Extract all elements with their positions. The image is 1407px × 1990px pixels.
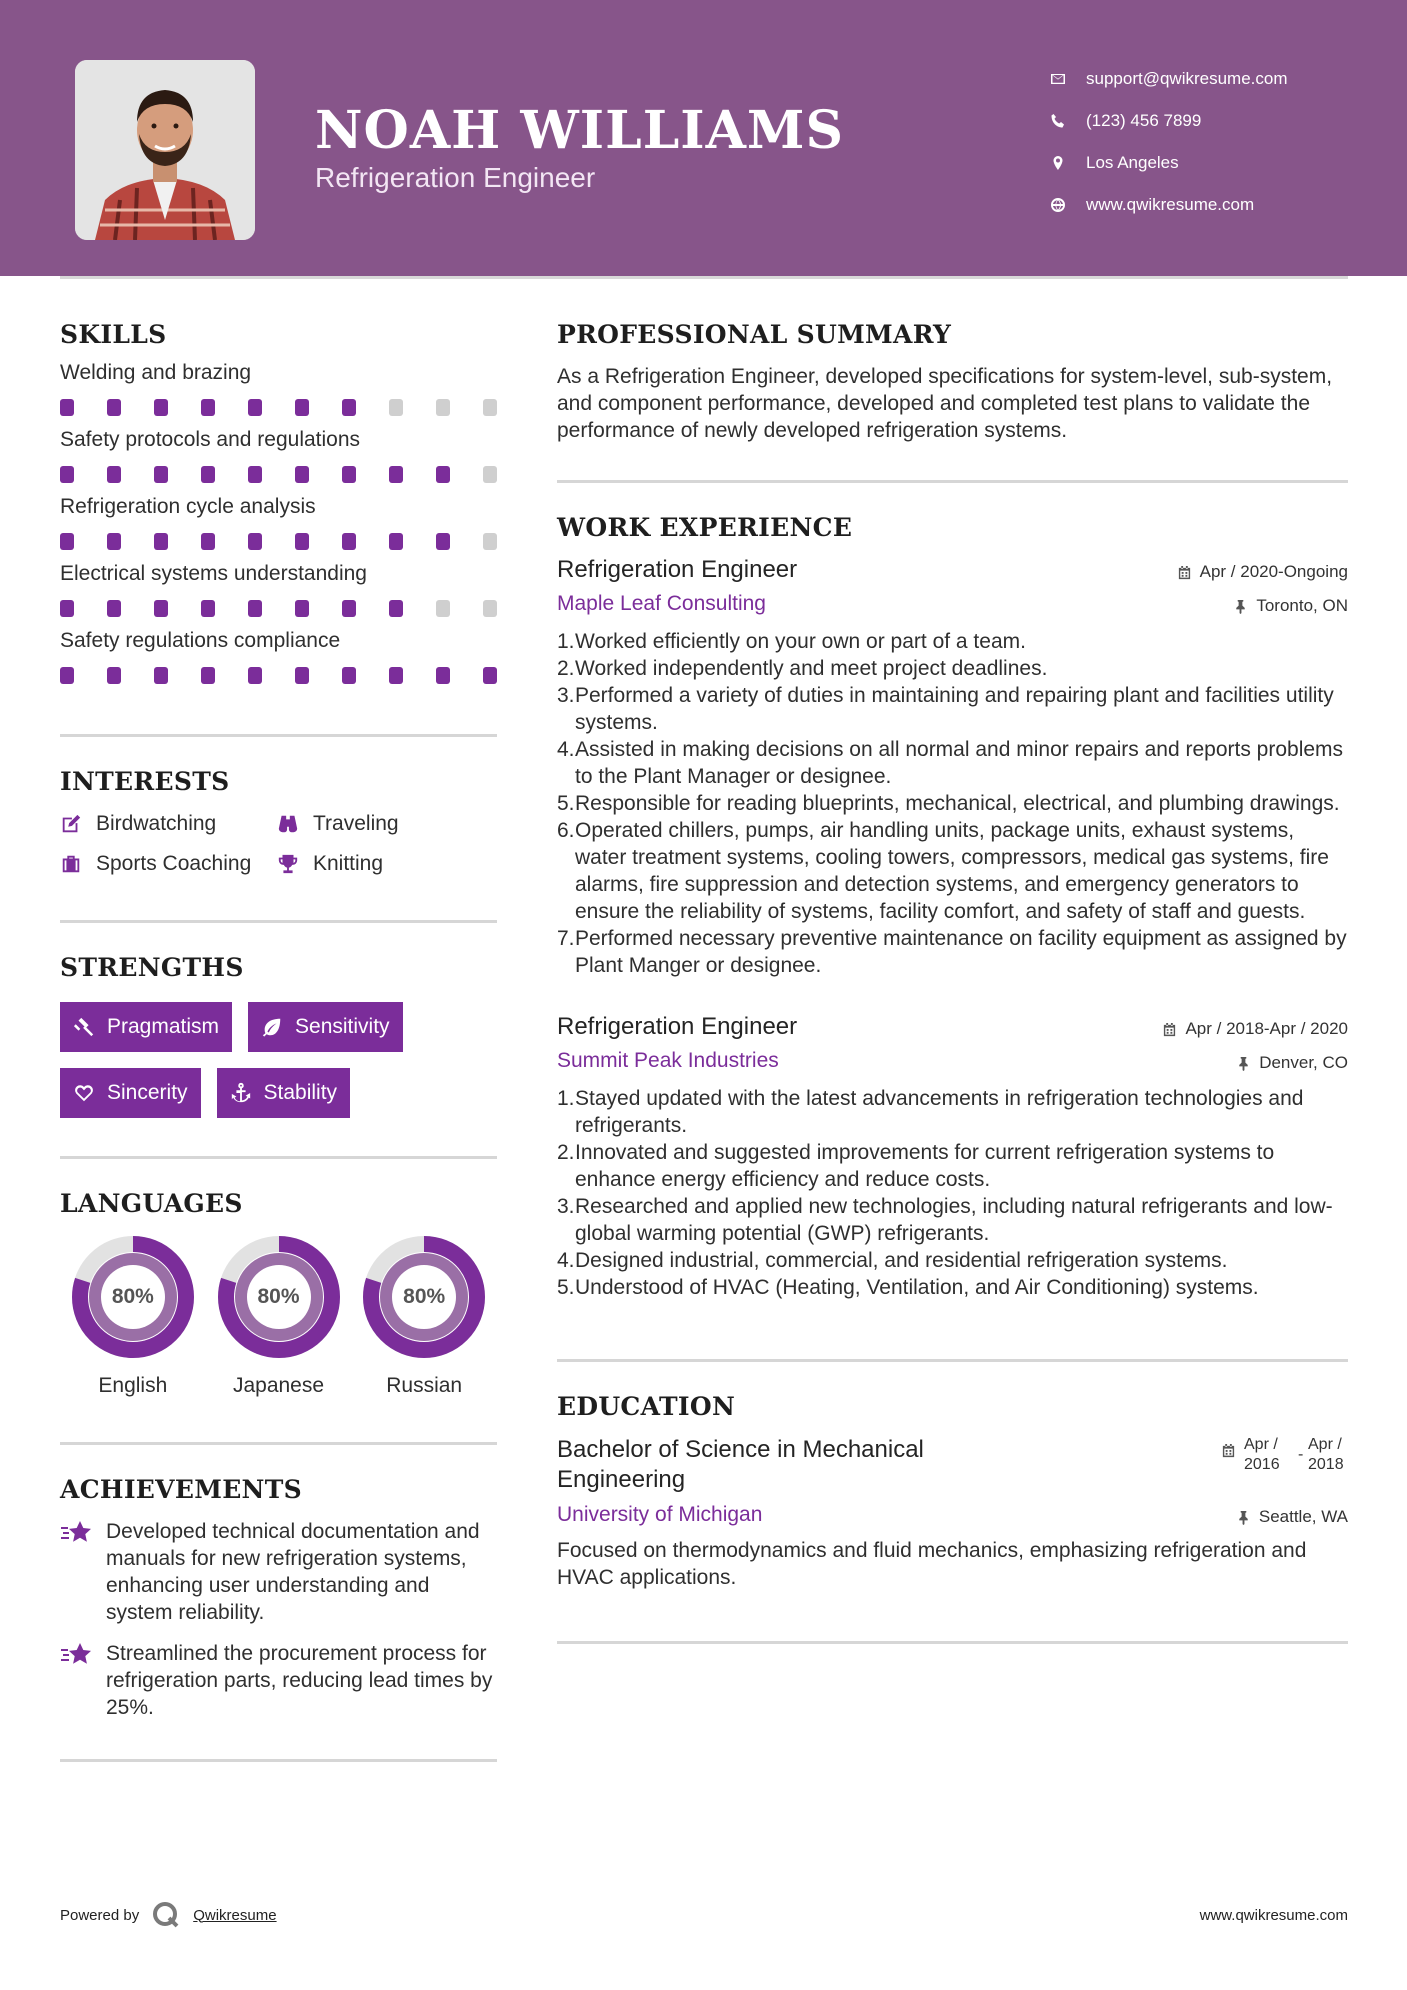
job-location bbox=[1236, 1053, 1348, 1073]
summary-text: As a Refrigeration Engineer, developed specifications for system-level, sub-system, and component performance, developed and completed test plans to validate the performance of newly developed refrigeration systems. bbox=[557, 365, 1333, 442]
skills-section bbox=[60, 320, 497, 684]
rating-dot-filled bbox=[60, 600, 74, 617]
rating-dot-filled bbox=[389, 667, 403, 684]
heart-icon bbox=[73, 1082, 95, 1104]
rating-dot-filled bbox=[107, 667, 121, 684]
skill-rating bbox=[60, 399, 497, 416]
star-icon bbox=[60, 1642, 94, 1668]
rating-dot-filled bbox=[60, 533, 74, 550]
rating-dot-empty bbox=[389, 399, 403, 416]
rating-dot-filled bbox=[154, 399, 168, 416]
rating-dot-filled bbox=[295, 466, 309, 483]
experience-heading: WORK EXPERIENCE bbox=[557, 513, 853, 542]
duty-text: Worked independently and meet project deadlines. bbox=[575, 657, 1048, 680]
job-entry bbox=[557, 1013, 1348, 1301]
language-name: Russian bbox=[386, 1374, 463, 1397]
language-ring bbox=[218, 1236, 340, 1358]
achievement-item bbox=[60, 1640, 497, 1721]
skill-item bbox=[60, 361, 497, 416]
powered-by bbox=[60, 1900, 277, 1930]
leaf-icon bbox=[261, 1016, 283, 1038]
section-divider bbox=[557, 1641, 1348, 1644]
resume-header bbox=[0, 0, 1407, 276]
calendar-icon bbox=[1162, 1022, 1177, 1037]
list-item: 3. Performed a variety of duties in maintaining and repairing plant and facilities utility systems. bbox=[557, 682, 1348, 736]
gavel-icon bbox=[73, 1016, 95, 1038]
interest-label: Birdwatching bbox=[96, 812, 217, 835]
education-section bbox=[557, 1392, 1348, 1591]
calendar-icon bbox=[1177, 565, 1192, 580]
duty-text: Researched and applied new technologies, including natural refrigerants and low-global warming potential (GWP) refrigerants. bbox=[575, 1195, 1333, 1245]
rating-dot-filled bbox=[201, 399, 215, 416]
skill-name: Welding and brazing bbox=[60, 361, 252, 384]
star-icon bbox=[60, 1520, 94, 1546]
rating-dot-filled bbox=[436, 533, 450, 550]
strengths-section bbox=[60, 953, 497, 1118]
skill-rating bbox=[60, 600, 497, 617]
rating-dot-filled bbox=[201, 667, 215, 684]
language-item bbox=[206, 1236, 352, 1398]
interest-item bbox=[277, 852, 497, 876]
interest-item bbox=[60, 852, 277, 876]
duty-text: Performed a variety of duties in maintaining and repairing plant and facilities utility systems. bbox=[575, 684, 1334, 734]
contact-website-text: www.qwikresume.com bbox=[1086, 195, 1255, 214]
language-percent: 80% bbox=[257, 1285, 300, 1308]
list-item: 4. Designed industrial, commercial, and residential refrigeration systems. bbox=[557, 1249, 1228, 1272]
rating-dot-filled bbox=[389, 466, 403, 483]
rating-dot-filled bbox=[154, 533, 168, 550]
rating-dot-filled bbox=[342, 667, 356, 684]
job-location-text: Toronto, ON bbox=[1256, 596, 1348, 615]
rating-dot-filled bbox=[342, 533, 356, 550]
skill-name: Safety protocols and regulations bbox=[60, 428, 361, 451]
profile-photo bbox=[75, 60, 255, 240]
section-divider bbox=[557, 480, 1348, 483]
strength-label: Pragmatism bbox=[107, 1015, 220, 1038]
skill-rating bbox=[60, 466, 497, 483]
duty-text: Assisted in making decisions on all normal and minor repairs and reports problems to the Plant Manager or designee. bbox=[575, 738, 1344, 788]
job-title: Refrigeration Engineer bbox=[557, 1013, 798, 1040]
job-duties bbox=[557, 628, 1348, 979]
skill-name: Electrical systems understanding bbox=[60, 562, 367, 585]
interest-item bbox=[60, 812, 277, 836]
job-duties bbox=[557, 1085, 1348, 1301]
list-item: 6. Operated chillers, pumps, air handling units, package units, exhaust systems, water treatment systems, cooling towers, compressors, medical gas systems, fire alarms, fire suppression and detection systems, and emergency generators to ensure the reliability of systems, facility comfort, and safety of staff and guests. bbox=[557, 817, 1348, 925]
education-heading: EDUCATION bbox=[557, 1392, 736, 1421]
languages-section bbox=[60, 1189, 497, 1398]
job-title: Refrigeration Engineer bbox=[557, 556, 798, 583]
experience-section bbox=[557, 513, 1348, 1301]
strength-tag bbox=[60, 1068, 201, 1118]
list-item: 7. Performed necessary preventive maintenance on facility equipment as assigned by Plant Manger or designee. bbox=[557, 927, 1347, 977]
skill-item bbox=[60, 428, 497, 483]
strength-label: Sensitivity bbox=[295, 1015, 390, 1038]
rating-dot-filled bbox=[436, 466, 450, 483]
list-item: 5. Understood of HVAC (Heating, Ventilation, and Air Conditioning) systems. bbox=[557, 1276, 1259, 1299]
qwikresume-link[interactable]: Qwikresume bbox=[193, 1906, 277, 1924]
rating-dot-filled bbox=[295, 399, 309, 416]
skill-item bbox=[60, 629, 497, 684]
strength-label: Stability bbox=[263, 1081, 338, 1104]
section-divider bbox=[557, 1359, 1348, 1362]
job-location bbox=[1233, 596, 1348, 616]
language-item bbox=[351, 1236, 497, 1398]
list-item: 1. Worked efficiently on your own or part of a team. bbox=[557, 630, 1026, 653]
language-percent: 80% bbox=[111, 1285, 154, 1308]
interests-heading: INTERESTS bbox=[60, 767, 230, 796]
list-item: 2. Worked independently and meet project deadlines. bbox=[557, 657, 1048, 680]
rating-dot-empty bbox=[483, 399, 497, 416]
right-column bbox=[557, 320, 1348, 1644]
rating-dot-filled bbox=[201, 466, 215, 483]
qwikresume-logo-icon bbox=[151, 1900, 181, 1930]
language-percent: 80% bbox=[403, 1285, 446, 1308]
rating-dot-filled bbox=[60, 399, 74, 416]
job-date-text: Apr / 2018-Apr / 2020 bbox=[1185, 1019, 1348, 1038]
rating-dot-filled bbox=[107, 533, 121, 550]
education-date-end-year: 2018 bbox=[1308, 1456, 1344, 1473]
job-location-text: Denver, CO bbox=[1259, 1053, 1348, 1072]
list-item: 5. Responsible for reading blueprints, mechanical, electrical, and plumbing drawings. bbox=[557, 792, 1340, 815]
rating-dot-empty bbox=[436, 600, 450, 617]
duty-text: Performed necessary preventive maintenance on facility equipment as assigned by Plant Manger or designee. bbox=[575, 927, 1347, 977]
education-date-end: Apr / bbox=[1308, 1436, 1342, 1453]
contact-phone-text: (123) 456 7899 bbox=[1086, 111, 1202, 130]
rating-dot-filled bbox=[154, 600, 168, 617]
rating-dot-filled bbox=[248, 399, 262, 416]
rating-dot-filled bbox=[248, 667, 262, 684]
language-name: English bbox=[98, 1374, 168, 1397]
rating-dot-filled bbox=[342, 600, 356, 617]
rating-dot-filled bbox=[295, 667, 309, 684]
rating-dot-filled bbox=[295, 600, 309, 617]
candidate-title: Refrigeration Engineer bbox=[315, 162, 596, 193]
strength-tag bbox=[217, 1068, 351, 1118]
language-ring bbox=[363, 1236, 485, 1358]
job-entry bbox=[557, 556, 1348, 979]
job-date-text: Apr / 2020-Ongoing bbox=[1199, 562, 1348, 581]
list-item: 1. Stayed updated with the latest advancements in refrigeration technologies and refrigerants. bbox=[557, 1085, 1348, 1139]
contact-website[interactable] bbox=[1050, 184, 1288, 226]
rating-dot-filled bbox=[107, 466, 121, 483]
rating-dot-filled bbox=[248, 466, 262, 483]
interest-label: Sports Coaching bbox=[96, 852, 252, 875]
anchor-icon bbox=[230, 1082, 252, 1104]
duty-text: Stayed updated with the latest advancements in refrigeration technologies and refrigerants. bbox=[575, 1087, 1304, 1137]
interests-section bbox=[60, 767, 497, 876]
achievements-section bbox=[60, 1475, 497, 1721]
education-date-separator: - bbox=[1298, 1446, 1304, 1463]
strength-tag bbox=[60, 1002, 232, 1052]
pushpin-icon bbox=[1233, 599, 1248, 614]
section-divider bbox=[60, 1156, 497, 1159]
contact-email[interactable] bbox=[1050, 58, 1288, 100]
language-item bbox=[60, 1236, 206, 1398]
rating-dot-filled bbox=[60, 466, 74, 483]
globe-icon bbox=[1050, 197, 1086, 213]
section-divider bbox=[60, 1442, 497, 1445]
rating-dot-filled bbox=[154, 667, 168, 684]
education-date-start-year: 2016 bbox=[1244, 1456, 1280, 1473]
pencil-icon bbox=[60, 813, 82, 835]
achievement-item bbox=[60, 1518, 497, 1626]
avatar bbox=[75, 60, 255, 240]
calendar-icon bbox=[1221, 1443, 1236, 1458]
language-name: Japanese bbox=[232, 1374, 325, 1397]
skill-name: Safety regulations compliance bbox=[60, 629, 341, 652]
page-footer bbox=[60, 1900, 1348, 1930]
map-pin-icon bbox=[1050, 155, 1086, 171]
skill-name: Refrigeration cycle analysis bbox=[60, 495, 316, 518]
rating-dot-filled bbox=[60, 667, 74, 684]
education-school: University of Michigan bbox=[557, 1503, 763, 1526]
footer-url[interactable]: www.qwikresume.com bbox=[1199, 1906, 1348, 1924]
strength-label: Sincerity bbox=[107, 1081, 188, 1104]
rating-dot-empty bbox=[436, 399, 450, 416]
rating-dot-filled bbox=[295, 533, 309, 550]
pushpin-icon bbox=[1236, 1056, 1251, 1071]
job-company: Maple Leaf Consulting bbox=[557, 592, 766, 615]
header-divider bbox=[60, 276, 1348, 279]
education-date-start: Apr / bbox=[1244, 1436, 1278, 1453]
rating-dot-filled bbox=[389, 533, 403, 550]
summary-heading: PROFESSIONAL SUMMARY bbox=[557, 320, 952, 349]
rating-dot-filled bbox=[483, 667, 497, 684]
rating-dot-filled bbox=[389, 600, 403, 617]
interest-label: Traveling bbox=[313, 812, 399, 835]
language-ring bbox=[72, 1236, 194, 1358]
rating-dot-empty bbox=[483, 533, 497, 550]
briefcase-icon bbox=[60, 853, 82, 875]
envelope-icon bbox=[1050, 71, 1086, 87]
contact-location-text: Los Angeles bbox=[1086, 153, 1179, 172]
job-company: Summit Peak Industries bbox=[557, 1049, 779, 1072]
education-date bbox=[1221, 1435, 1348, 1475]
duty-text: Understood of HVAC (Heating, Ventilation, and Air Conditioning) systems. bbox=[575, 1276, 1259, 1299]
powered-by-label: Powered by bbox=[60, 1906, 140, 1924]
section-divider bbox=[60, 920, 497, 923]
achievements-heading: ACHIEVEMENTS bbox=[60, 1475, 302, 1504]
duty-text: Worked efficiently on your own or part of a team. bbox=[575, 630, 1026, 653]
section-divider bbox=[60, 734, 497, 737]
interest-item bbox=[277, 812, 497, 836]
list-item: 2. Innovated and suggested improvements for current refrigeration systems to enhance energy efficiency and reduce costs. bbox=[557, 1139, 1348, 1193]
education-location-text: Seattle, WA bbox=[1258, 1507, 1348, 1526]
education-description: Focused on thermodynamics and fluid mechanics, emphasizing refrigeration and HVAC applications. bbox=[557, 1539, 1307, 1589]
duty-text: Innovated and suggested improvements for current refrigeration systems to enhance energy efficiency and reduce costs. bbox=[575, 1141, 1275, 1191]
contact-phone[interactable] bbox=[1050, 100, 1288, 142]
rating-dot-filled bbox=[248, 533, 262, 550]
summary-section bbox=[557, 320, 1348, 444]
job-date bbox=[1162, 1019, 1348, 1039]
education-location bbox=[1236, 1507, 1348, 1527]
pushpin-icon bbox=[1236, 1510, 1251, 1525]
achievement-text: Streamlined the procurement process for refrigeration parts, reducing lead times by 25%. bbox=[106, 1642, 493, 1719]
rating-dot-filled bbox=[201, 533, 215, 550]
job-date bbox=[1177, 562, 1348, 582]
skill-rating bbox=[60, 667, 497, 684]
phone-icon bbox=[1050, 113, 1086, 129]
languages-heading: LANGUAGES bbox=[60, 1189, 243, 1218]
rating-dot-filled bbox=[342, 466, 356, 483]
duty-text: Designed industrial, commercial, and residential refrigeration systems. bbox=[575, 1249, 1228, 1272]
contact-email-text: support@qwikresume.com bbox=[1086, 69, 1288, 88]
list-item: 4. Assisted in making decisions on all normal and minor repairs and reports problems to the Plant Manager or designee. bbox=[557, 736, 1348, 790]
education-degree: Bachelor of Science in Mechanical Engineering bbox=[557, 1436, 924, 1493]
trophy-icon bbox=[277, 853, 299, 875]
skill-item bbox=[60, 495, 497, 550]
rating-dot-filled bbox=[201, 600, 215, 617]
rating-dot-filled bbox=[107, 600, 121, 617]
interest-label: Knitting bbox=[313, 852, 384, 875]
skill-item bbox=[60, 562, 497, 617]
contact-location bbox=[1050, 142, 1288, 184]
rating-dot-empty bbox=[483, 600, 497, 617]
strengths-heading: STRENGTHS bbox=[60, 953, 244, 982]
contact-list bbox=[1050, 58, 1288, 226]
candidate-name: NOAH WILLIAMS bbox=[315, 100, 845, 161]
rating-dot-filled bbox=[154, 466, 168, 483]
left-column bbox=[60, 320, 497, 1762]
rating-dot-filled bbox=[248, 600, 262, 617]
strength-tag bbox=[248, 1002, 403, 1052]
duty-text: Operated chillers, pumps, air handling units, package units, exhaust systems, water treatment systems, cooling towers, compressors, medical gas systems, fire alarms, fire suppression and detection systems, and emergency generators to ensure the reliability of systems, facility comfort, and safety of staff and guests. bbox=[575, 819, 1329, 923]
rating-dot-filled bbox=[107, 399, 121, 416]
rating-dot-filled bbox=[436, 667, 450, 684]
list-item: 3. Researched and applied new technologies, including natural refrigerants and low-global warming potential (GWP) refrigerants. bbox=[557, 1193, 1348, 1247]
duty-text: Responsible for reading blueprints, mechanical, electrical, and plumbing drawings. bbox=[575, 792, 1340, 815]
rating-dot-filled bbox=[342, 399, 356, 416]
section-divider bbox=[60, 1759, 497, 1762]
rating-dot-empty bbox=[483, 466, 497, 483]
skills-heading: SKILLS bbox=[60, 320, 167, 349]
achievement-text: Developed technical documentation and manuals for new refrigeration systems, enhancing user understanding and system reliability. bbox=[106, 1520, 480, 1624]
skill-rating bbox=[60, 533, 497, 550]
binoculars-icon bbox=[277, 813, 299, 835]
